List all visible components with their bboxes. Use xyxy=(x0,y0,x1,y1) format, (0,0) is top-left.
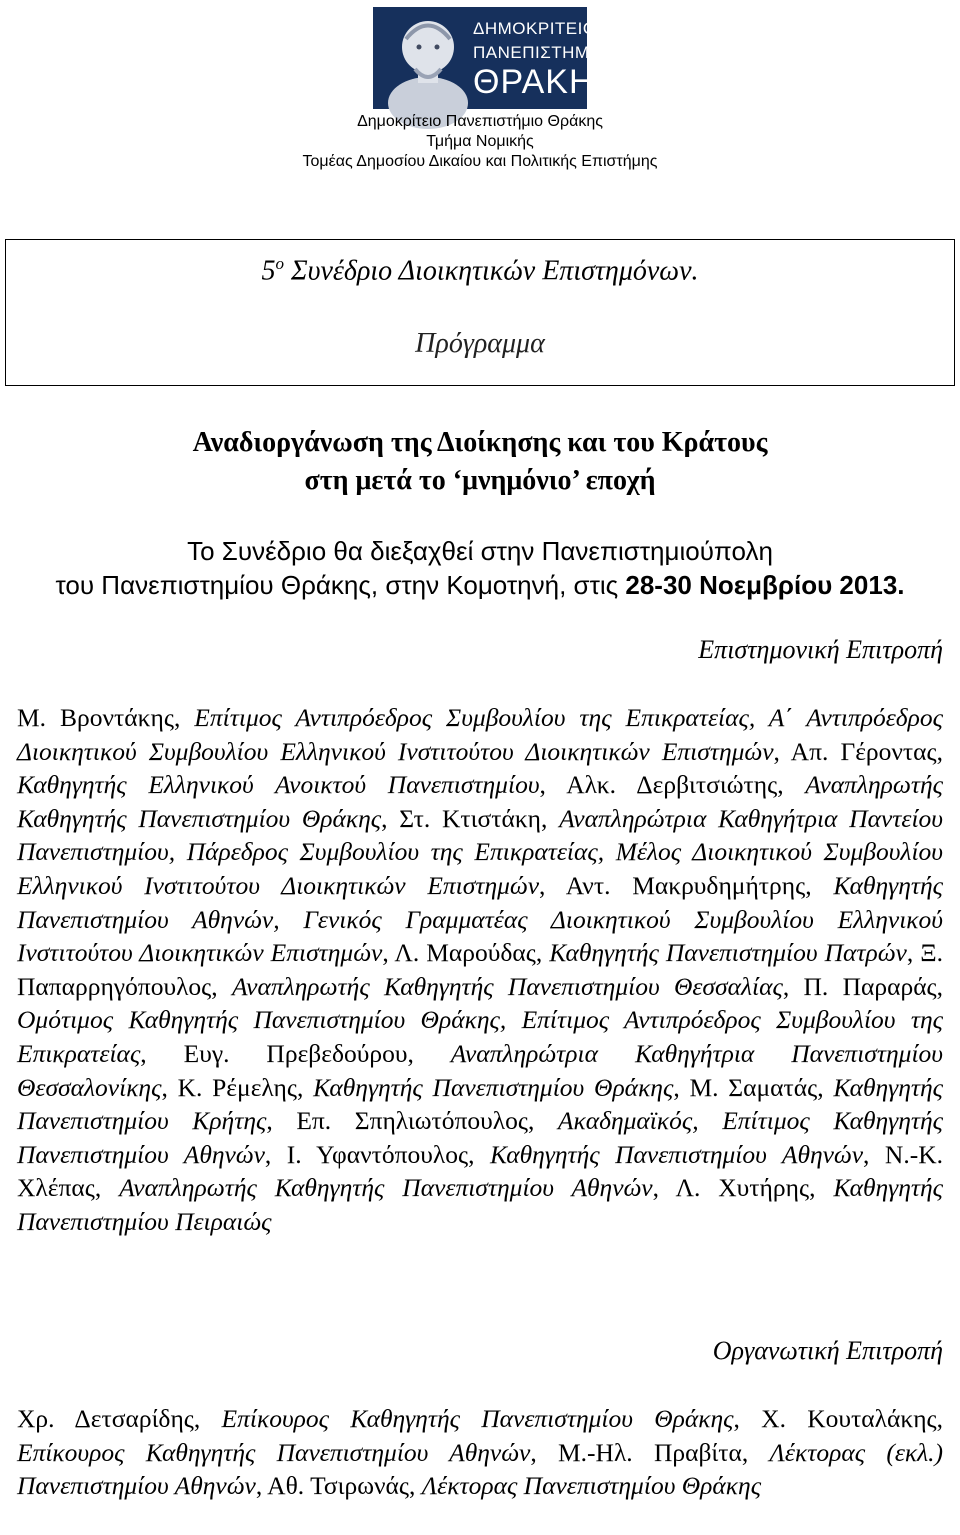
member-name: Χρ. Δετσαρίδης xyxy=(17,1404,194,1433)
conference-number: 5 xyxy=(261,255,276,287)
logo-text-line2: ΠΑΝΕΠΙΣΤΗΜΙΟ xyxy=(473,43,609,62)
theme-line1: Αναδιοργάνωση της Διοίκησης και του Κράτους xyxy=(192,427,768,458)
member-name: Ξ. Παπαρρηγόπουλος xyxy=(17,938,944,1001)
theme-line2: στη μετά το ‘μνημόνιο’ εποχή xyxy=(304,465,656,496)
member-role: Ομότιμος Καθηγητής Πανεπιστημίου Θράκης, Επίτιμος Αντιπρόεδρος Συμβουλίου της Επικρατείας xyxy=(17,1005,943,1068)
venue-location: του Πανεπιστημίου Θράκης, στην Κομοτηνή, στις xyxy=(55,570,626,600)
member-role: Καθηγητής Πανεπιστημίου Αθηνών, Γενικός Γραμματέας Διοικητικού Συμβουλίου Ελληνικού Ινστιτούτου Διοικητικών Επιστημών xyxy=(17,870,944,968)
conference-title-text: Συνέδριο Διοικητικών Επιστημόνων. xyxy=(283,255,699,287)
member-role: Επίκουρος Καθηγητής Πανεπιστημίου Αθηνών xyxy=(17,1437,531,1467)
member-role: Καθηγητής Πανεπιστημίου Αθηνών xyxy=(489,1139,864,1169)
member-role: Ακαδημαϊκός, Επίτιμος Καθηγητής Πανεπιστημίου Αθηνών xyxy=(17,1106,943,1169)
scientific-committee-members: Μ. Βροντάκης, Επίτιμος Αντιπρόεδρος Συμβουλίου της Επικρατείας, Α΄ Αντιπρόεδρος Διοικητικού Συμβουλίου Ελληνικού Ινστιτούτου Διοικητικών Επιστημών, Απ. Γέροντας, Καθηγητής Ελληνικού Ανοικτού Πανεπιστημίου, Αλκ. Δερβιτσιώτης, Αναπληρωτής Καθηγητής Πανεπιστημίου Θράκης, Στ. Κτιστάκη, Αναπληρώτρια Καθηγήτρια Παντείου Πανεπιστημίου, Πάρεδρος Συμβουλίου της Επικρατείας, Μέλος Διοικητικού Συμβουλίου Ελληνικού Ινστιτούτου Διοικητικών Επιστημών, Αντ. Μακρυδημήτρης, Καθηγητής Πανεπιστημίου Αθηνών, Γενικός Γραμματέας Διοικητικού Συμβουλίου Ελληνικού Ινστιτούτου Διοικητικών Επιστημών, Λ. Μαρούδας, Καθηγητής Πανεπιστημίου Πατρών, Ξ. Παπαρρηγόπουλος, Αναπληρωτής Καθηγητής Πανεπιστημίου Θεσσαλίας, Π. Παραράς, Ομότιμος Καθηγητής Πανεπιστημίου Θράκης, Επίτιμος Αντιπρόεδρος Συμβουλίου της Επικρατείας, Ευγ. Πρεβεδούρου, Αναπληρώτρια Καθηγήτρια Πανεπιστημίου Θεσσαλονίκης, Κ. Ρέμελης, Καθηγητής Πανεπιστημίου Θράκης, Μ. Σαματάς, Καθηγητής Πανεπιστημίου Κρήτης, Επ. Σπηλιωτόπουλος, Ακαδημαϊκός, Επίτιμος Καθηγητής Πανεπιστημίου Αθηνών, Ι. Υφαντόπουλος, Καθηγητής Πανεπιστημίου Αθηνών, Ν.-Κ. Χλέπας, Αναπληρωτής Καθηγητής Πανεπιστημίου Αθηνών, Λ. Χυτήρης, Καθηγητής Πανεπιστημίου Πειραιώς xyxy=(17,703,944,1236)
member-role: Αναπληρωτής Καθηγητής Πανεπιστημίου Θράκης xyxy=(17,770,944,833)
member-role: Λέκτορας (εκλ.) Πανεπιστημίου Αθηνών xyxy=(17,1437,944,1501)
scientific-committee-heading: Επιστημονική Επιτροπή xyxy=(698,635,943,664)
member-name: Ν.-Κ. Χλέπας xyxy=(17,1139,943,1203)
member-role: Επίτιμος Αντιπρόεδρος Συμβουλίου της Επικρατείας, Α΄ Αντιπρόεδρος Διοικητικού Συμβουλίου Ελληνικού Ινστιτούτου Διοικητικών Επιστημών xyxy=(17,703,943,766)
member-name: Μ.-Ηλ. Πραβίτα xyxy=(557,1437,742,1467)
logo-text-line1: ΔΗΜΟΚΡΙΤΕΙΟ xyxy=(473,19,597,38)
venue-line2 xyxy=(0,570,960,601)
member-role: Αναπληρωτής Καθηγητής Πανεπιστημίου Αθηνών xyxy=(119,1173,653,1203)
member-role: Αναπληρώτρια Καθηγήτρια Πανεπιστημίου Θεσσαλονίκης xyxy=(17,1038,943,1102)
member-role: Καθηγητής Ελληνικού Ανοικτού Πανεπιστημίου xyxy=(17,770,540,800)
member-name: Κ. Ρέμελης xyxy=(177,1072,297,1102)
member-role: Καθηγητής Πανεπιστημίου Πατρών xyxy=(549,938,907,968)
venue-line1: Το Συνέδριο θα διεξαχθεί στην Πανεπιστημιούπολη xyxy=(187,536,773,566)
member-name: Π. Παραράς xyxy=(803,971,937,1001)
member-role: Καθηγητής Πανεπιστημίου Πειραιώς xyxy=(17,1173,944,1236)
conference-title xyxy=(6,254,954,287)
member-role: Λέκτορας Πανεπιστημίου Θράκης xyxy=(421,1471,762,1501)
venue-dates: 28-30 Νοεμβρίου 2013. xyxy=(625,570,905,600)
ordinal-suffix: ο xyxy=(275,254,284,273)
organizing-committee-heading: Οργανωτική Επιτροπή xyxy=(712,1336,943,1365)
sector-name: Τομέας Δημοσίου Δικαίου και Πολιτικής Επιστήμης xyxy=(302,153,658,170)
member-role: Επίκουρος Καθηγητής Πανεπιστημίου Θράκης xyxy=(221,1404,734,1433)
university-name: Δημοκρίτειο Πανεπιστήμιο Θράκης xyxy=(357,113,603,130)
logo-text-line3: ΘΡΑΚΗΣ xyxy=(473,63,617,101)
member-name: Ι. Υφαντόπουλος xyxy=(286,1139,469,1169)
member-name: Ευγ. Πρεβεδούρου xyxy=(183,1038,408,1068)
member-name: Αλκ. Δερβιτσιώτης xyxy=(566,770,778,800)
member-name: Χ. Κουταλάκης xyxy=(761,1404,937,1433)
member-name: Αθ. Τσιρωνάς xyxy=(267,1471,410,1501)
conference-title-box xyxy=(5,239,955,386)
university-logo xyxy=(373,7,617,109)
member-role: Καθηγητής Πανεπιστημίου Θράκης xyxy=(313,1072,674,1102)
member-role: Καθηγητής Πανεπιστημίου Κρήτης xyxy=(17,1072,944,1136)
member-name: Λ. Μαρούδας xyxy=(394,938,536,968)
organizing-committee-members: Χρ. Δετσαρίδης, Επίκουρος Καθηγητής Πανεπιστημίου Θράκης, Χ. Κουταλάκης, Επίκουρος Καθηγητής Πανεπιστημίου Αθηνών, Μ.-Ηλ. Πραβίτα, Λέκτορας (εκλ.) Πανεπιστημίου Αθηνών, Αθ. Τσιρωνάς, Λέκτορας Πανεπιστημίου Θράκης xyxy=(17,1404,944,1501)
program-label: Πρόγραμμα xyxy=(415,328,545,359)
member-name: Μ. Βροντάκης xyxy=(17,703,174,732)
member-name: Αντ. Μακρυδημήτρης xyxy=(565,870,806,900)
member-role: Αναπληρώτρια Καθηγήτρια Παντείου Πανεπιστημίου, Πάρεδρος Συμβουλίου της Επικρατείας, Μέλος Διοικητικού Συμβουλίου Ελληνικού Ινστιτούτου Διοικητικών Επιστημών xyxy=(17,803,943,900)
member-name: Λ. Χυτήρης xyxy=(675,1173,810,1203)
member-name: Μ. Σαματάς xyxy=(689,1072,818,1102)
department-name: Τμήμα Νομικής xyxy=(426,133,534,150)
member-name: Επ. Σπηλιωτόπουλος xyxy=(296,1106,528,1136)
member-name: Στ. Κτιστάκη xyxy=(399,803,542,833)
member-name: Απ. Γέροντας xyxy=(790,736,937,766)
member-role: Αναπληρωτής Καθηγητής Πανεπιστημίου Θεσσαλίας xyxy=(231,971,783,1001)
